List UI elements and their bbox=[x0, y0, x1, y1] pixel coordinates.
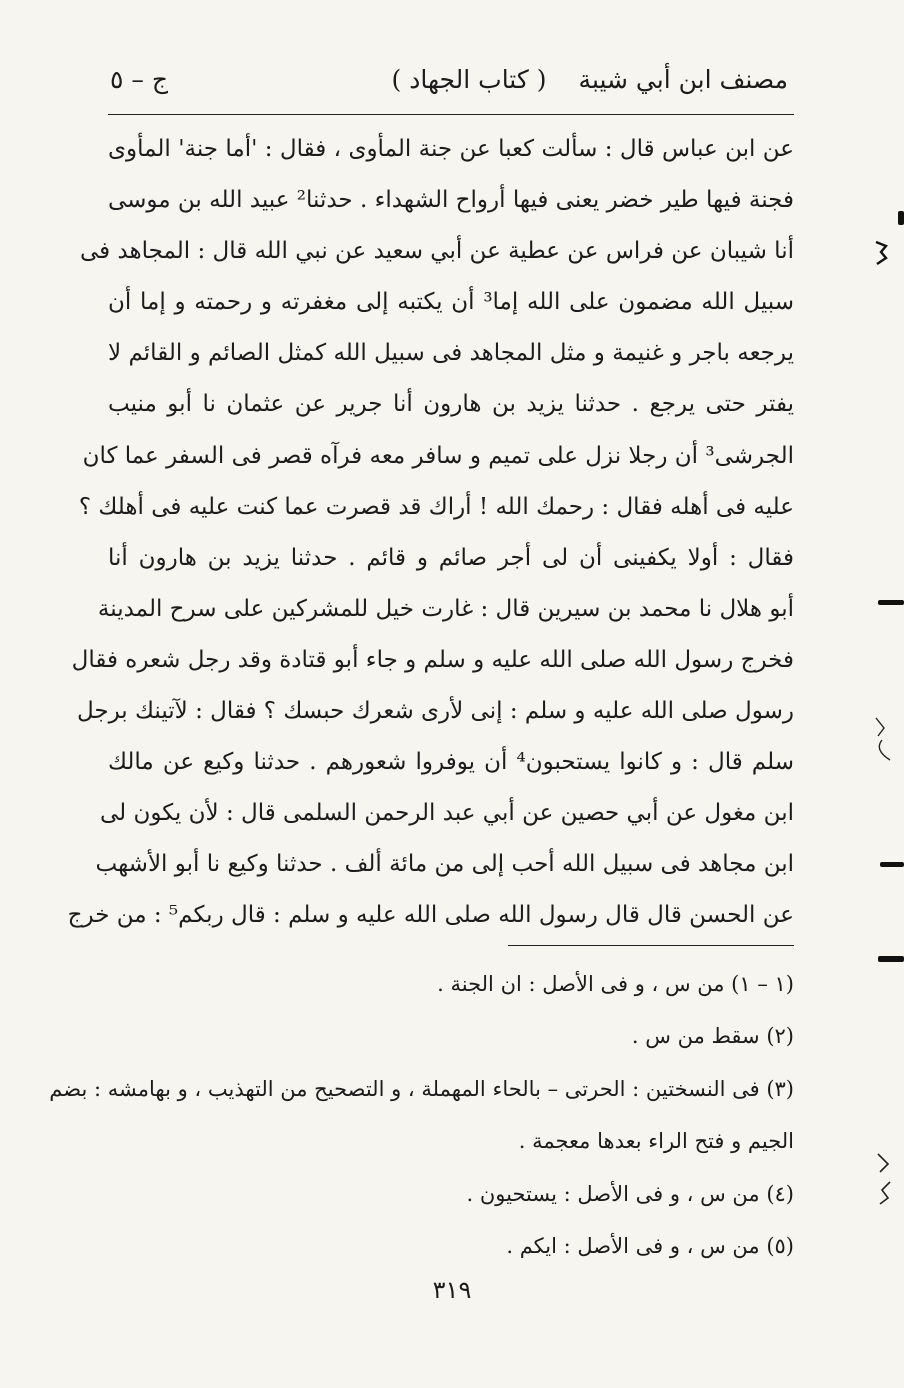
text-line: عليه فى أهله فقال : رحمك الله ! أراك قد قصرت عما كنت عليه فى أهلك ؟ bbox=[78, 493, 794, 520]
text-line: سلم قال : و كانوا يستحبون⁴ أن يوفروا شعورهم . حدثنا وكيع عن مالك bbox=[108, 749, 795, 776]
text-line: يرجعه باجر و غنيمة و مثل المجاهد فى سبيل الله كمثل الصائم و القائم لا bbox=[108, 340, 794, 367]
footnotes bbox=[49, 958, 794, 1272]
margin-ink-mark bbox=[880, 862, 904, 867]
margin-ink-mark bbox=[878, 600, 904, 605]
text-line: ابن مجاهد فى سبيل الله أحب إلى من مائة ألف . حدثنا وكيع نا أبو الأشهب bbox=[95, 851, 794, 878]
running-header bbox=[110, 62, 788, 102]
text-line: رسول صلى الله عليه و سلم : إنى لأرى شعرك حبسك ؟ فقال : لآتينك برجل bbox=[76, 698, 794, 725]
footnote: (٤) من س ، و فى الأصل : يستحيون . bbox=[466, 1181, 794, 1206]
footnote: (١ – ١) من س ، و فى الأصل : ان الجنة . bbox=[437, 972, 794, 996]
margin-ink-mark bbox=[874, 1150, 896, 1206]
header-rule bbox=[108, 114, 794, 115]
margin-ink-mark bbox=[874, 238, 888, 268]
section-title: ( كتاب الجهاد ) bbox=[391, 65, 547, 94]
margin-ink-mark bbox=[898, 211, 904, 225]
footnote-continuation: الجيم و فتح الراء بعدها معجمة . bbox=[518, 1129, 794, 1154]
footnote: (٣) فى النسختين : الحرتى – بالحاء المهملة ، و التصحيح من التهذيب ، و بهامشه : بضم bbox=[49, 1076, 794, 1101]
footnote-separator bbox=[508, 945, 794, 946]
text-line: عن ابن عباس قال : سألت كعبا عن جنة المأوى ، فقال : 'أما جنة' المأوى bbox=[108, 136, 794, 162]
margin-ink-mark bbox=[872, 714, 894, 764]
text-line: فقال : أولا يكفينى أن لى أجر صائم و قائم . حدثنا يزيد بن هارون أنا bbox=[108, 544, 794, 571]
margin-ink-mark bbox=[878, 956, 904, 962]
footnote: (٢) سقط من س . bbox=[631, 1024, 794, 1049]
text-line: ابن مغول عن أبي حصين عن أبي عبد الرحمن السلمى قال : لأن يكون لى bbox=[99, 800, 794, 827]
footnote: (٥) من س ، و فى الأصل : ايكم . bbox=[506, 1233, 794, 1258]
text-line: فجنة فيها طير خضر يعنى فيها أرواح الشهداء . حدثنا² عبيد الله بن موسى bbox=[107, 187, 794, 214]
text-line: أنا شيبان عن فراس عن عطية عن أبي سعيد عن نبي الله قال : المجاهد فى bbox=[79, 238, 794, 265]
volume-number: ج – ٥ bbox=[110, 65, 168, 94]
main-text bbox=[67, 124, 795, 942]
text-line: عن الحسن قال قال رسول الله صلى الله عليه و سلم : قال ربكم⁵ : من خرج bbox=[67, 902, 794, 929]
text-line: فخرج رسول الله صلى الله عليه و سلم و جاء أبو قتادة وقد رجل شعره فقال bbox=[71, 646, 794, 673]
text-line: سبيل الله مضمون على الله إما³ أن يكتبه إلى مغفرته و رحمته و إما أن bbox=[108, 289, 795, 316]
text-line: أبو هلال نا محمد بن سيرين قال : غارت خيل للمشركين على سرح المدينة bbox=[97, 595, 794, 622]
page-number: ٣١٩ bbox=[432, 1276, 472, 1304]
text-line: يفتر حتى يرجع . حدثنا يزيد بن هارون أنا جرير عن عثمان نا أبو منيب bbox=[108, 391, 794, 418]
book-title: مصنف ابن أبي شيبة bbox=[578, 65, 788, 94]
text-line: الجرشى³ أن رجلا نزل على تميم و سافر معه فرآه قصر فى السفر عما كان bbox=[82, 442, 794, 469]
